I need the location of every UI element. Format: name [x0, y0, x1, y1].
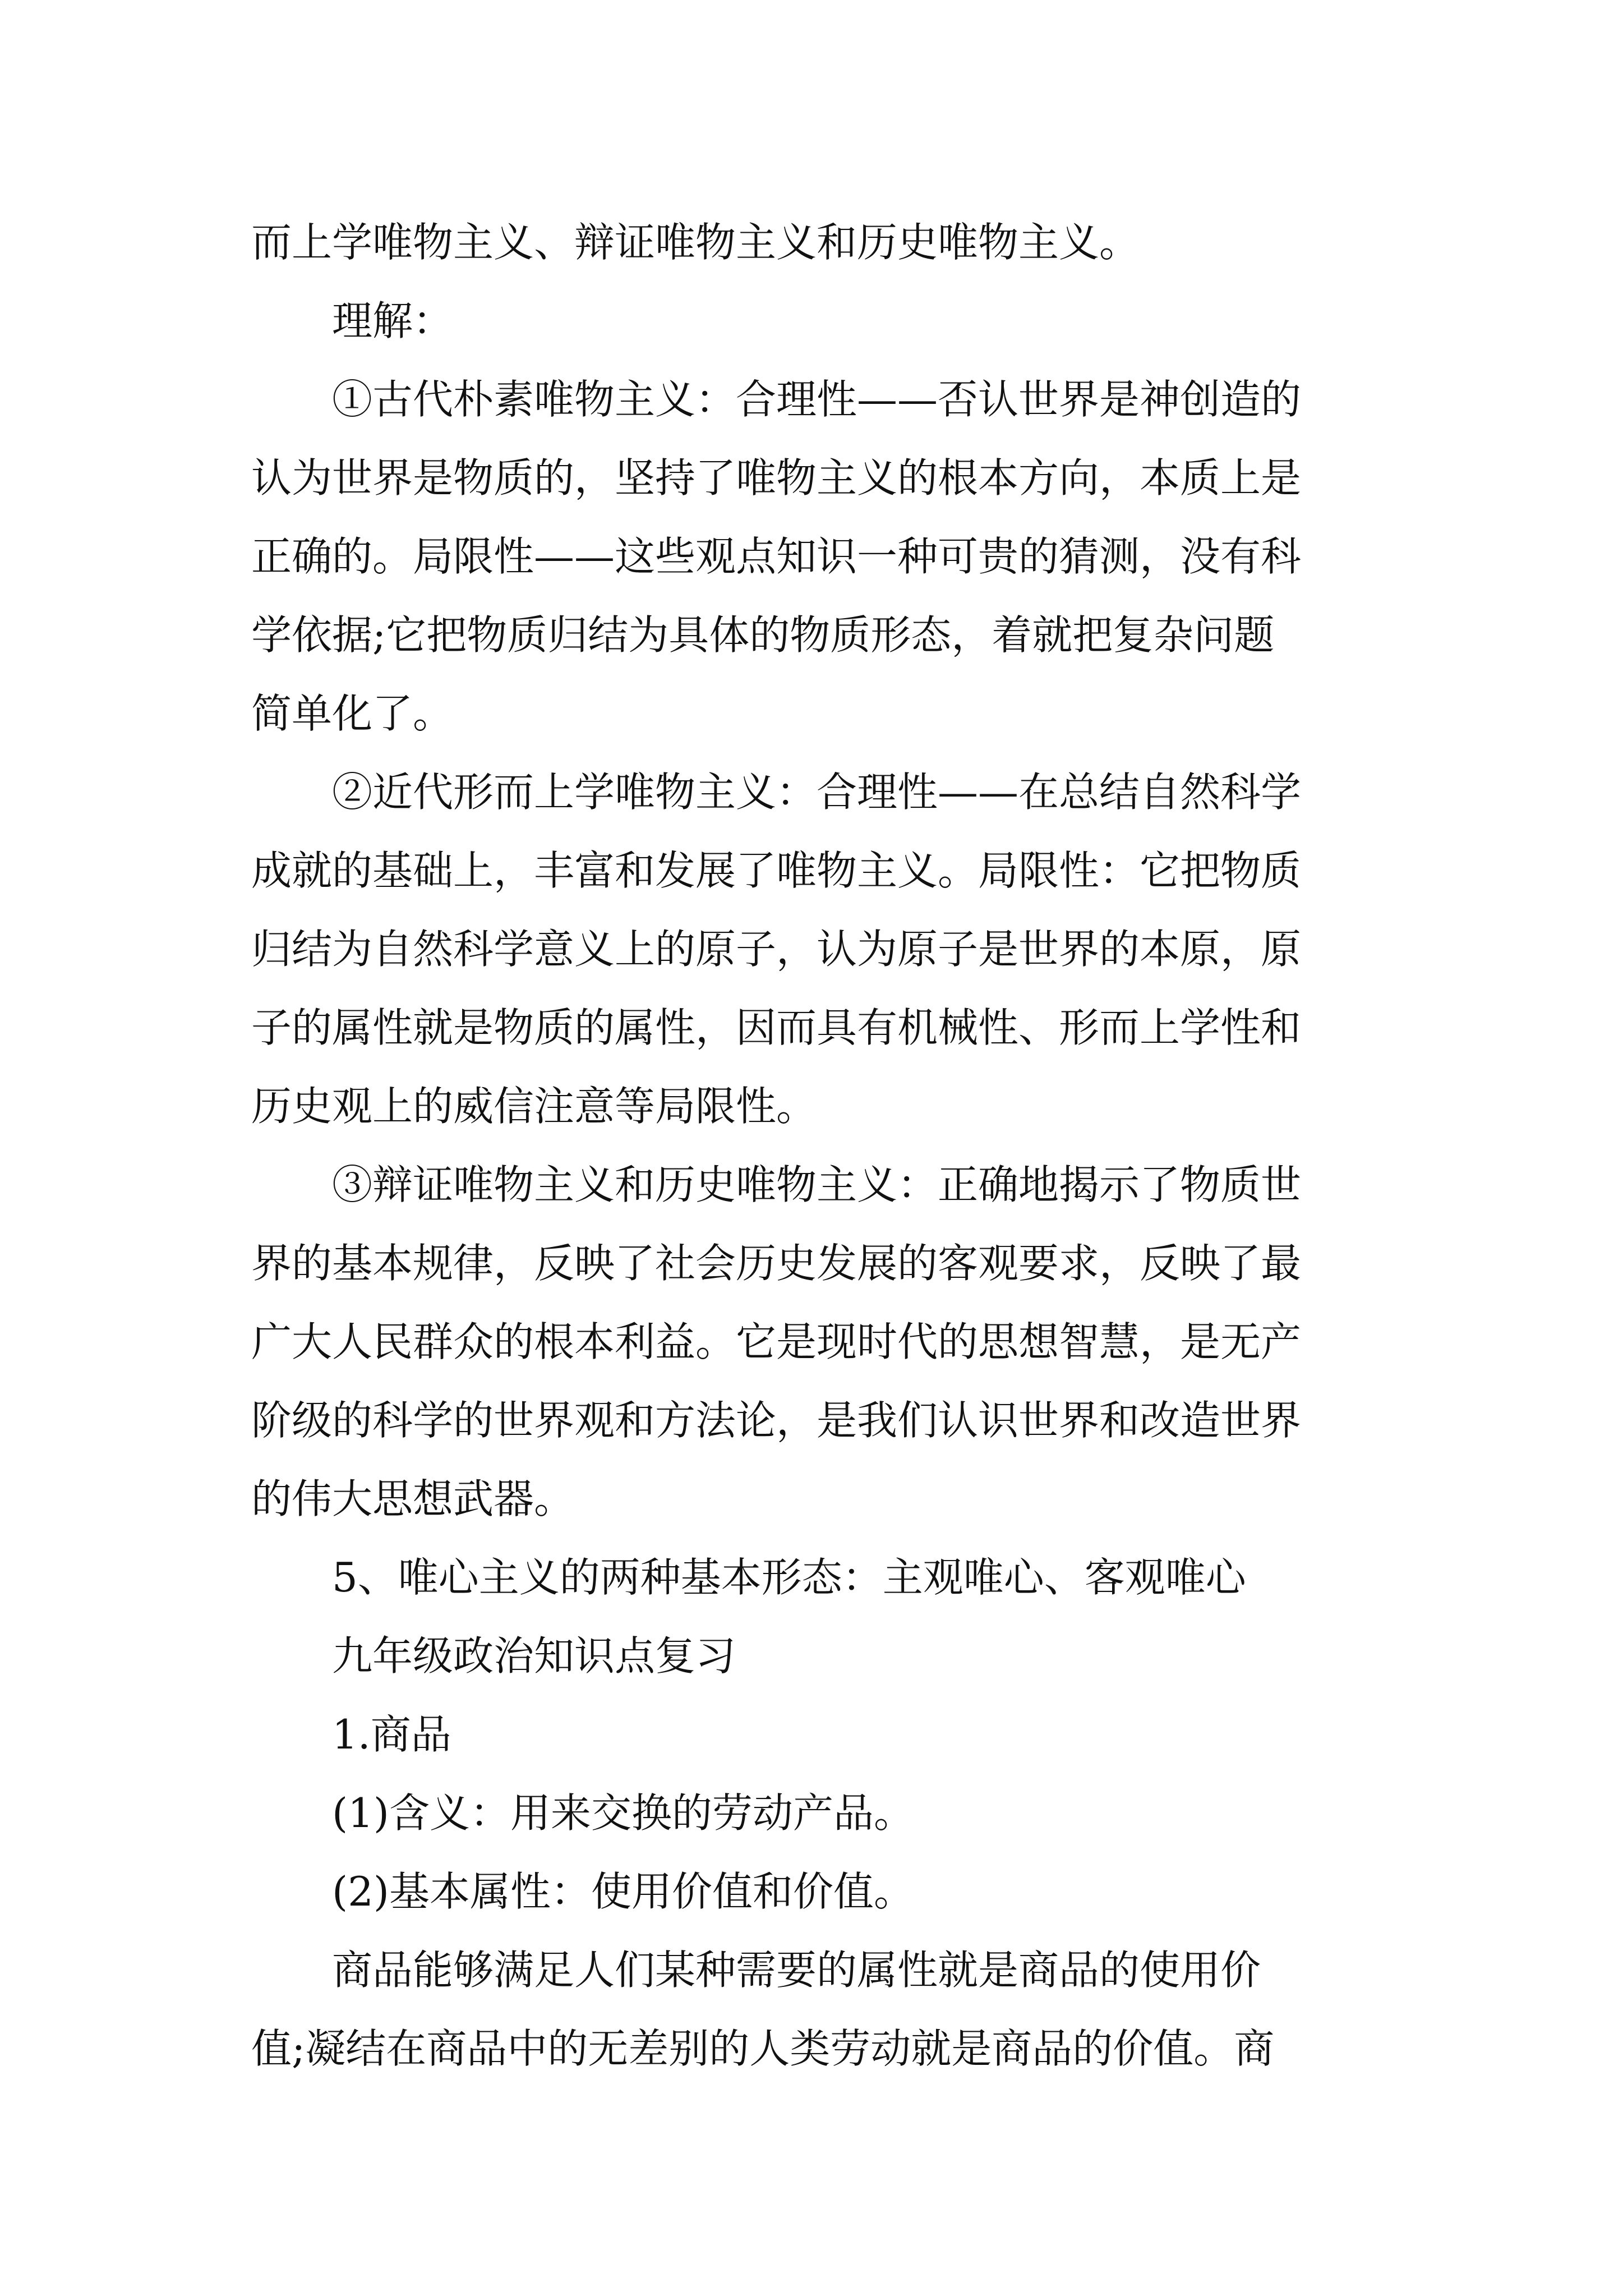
- text-line: 商品能够满足人们某种需要的属性就是商品的使用价: [332, 1947, 1261, 1994]
- text-line: 1.商品: [332, 1711, 451, 1758]
- text-line: 界的基本规律，反映了社会历史发展的客观要求，反映了最: [251, 1240, 1302, 1287]
- text-line: 九年级政治知识点复习: [332, 1632, 736, 1680]
- text-line: 广大人民群众的根本利益。它是现时代的思想智慧，是无产: [251, 1318, 1302, 1365]
- text-line: 认为世界是物质的，坚持了唯物主义的根本方向，本质上是: [251, 454, 1302, 501]
- text-line: 的伟大思想武器。: [251, 1475, 575, 1522]
- text-line: 阶级的科学的世界观和方法论，是我们认识世界和改造世界: [251, 1397, 1302, 1444]
- text-line: 而上学唯物主义、辩证唯物主义和历史唯物主义。: [251, 219, 1140, 266]
- text-line: 5、唯心主义的两种基本形态：主观唯心、客观唯心: [332, 1554, 1246, 1601]
- text-line: ③辩证唯物主义和历史唯物主义：正确地揭示了物质世: [332, 1161, 1302, 1208]
- text-line: 简单化了。: [251, 690, 454, 737]
- text-line: (2)基本属性：使用价值和价值。: [332, 1868, 914, 1915]
- text-line: 理解：: [332, 297, 454, 344]
- text-line: (1)含义：用来交换的劳动产品。: [332, 1789, 914, 1837]
- text-line: ②近代形而上学唯物主义：合理性——在总结自然科学: [332, 769, 1302, 816]
- text-line: 成就的基础上，丰富和发展了唯物主义。局限性：它把物质: [251, 847, 1302, 894]
- text-line: 历史观上的威信注意等局限性。: [251, 1083, 817, 1130]
- text-line: 值;凝结在商品中的无差别的人类劳动就是商品的价值。商: [251, 2025, 1275, 2072]
- text-line: 子的属性就是物质的属性，因而具有机械性、形而上学性和: [251, 1004, 1302, 1051]
- text-line: ①古代朴素唯物主义：合理性——否认世界是神创造的: [332, 376, 1302, 423]
- text-line: 学依据;它把物质归结为具体的物质形态，着就把复杂问题: [251, 611, 1275, 659]
- text-line: 归结为自然科学意义上的原子，认为原子是世界的本原，原: [251, 926, 1302, 973]
- text-line: 正确的。局限性——这些观点知识一种可贵的猜测，没有科: [251, 533, 1302, 580]
